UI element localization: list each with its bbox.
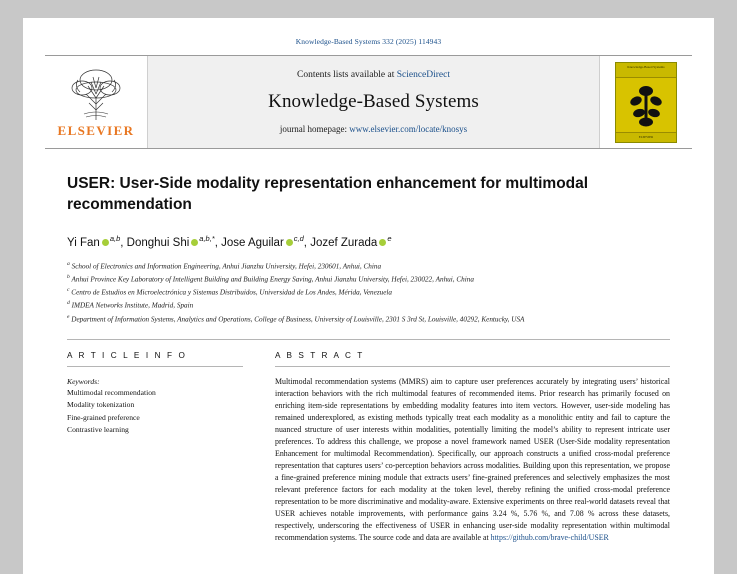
affiliation-item [67, 313, 670, 326]
article-info-heading: A R T I C L E I N F O [67, 351, 187, 360]
cover-footer: ELSEVIER [616, 132, 676, 142]
publisher-wordmark: ELSEVIER [57, 122, 135, 138]
author-entry: Donghui Shi $^{a,b,*}$, [126, 233, 222, 249]
contents-line [297, 70, 450, 80]
article-info-column [67, 351, 243, 544]
affiliation-text: Department of Information Systems, Analytics and Operations, College of Business, University of Louisville, 2301 S 3rd St, Louisville, 40292, Kentucky, USA [71, 315, 525, 324]
keyword-item: Contrastive learning [67, 424, 129, 434]
affiliation-item [67, 286, 670, 299]
affiliation-mark: a [67, 260, 70, 267]
affiliation-mark: c [67, 287, 70, 294]
contents-prefix: Contents lists available at [296, 70, 395, 80]
cover-band-title: Knowledge-Based Systems [616, 63, 676, 78]
affiliation-item [67, 273, 670, 286]
paper-page [23, 18, 714, 574]
page-title: USER: User-Side modality representation enhancement for multimodal recommendation [67, 175, 589, 213]
info-abstract-columns [67, 351, 670, 544]
title-area [67, 149, 670, 326]
publisher-logo [45, 56, 148, 148]
author-affiliation-marks: e [387, 233, 392, 243]
affiliation-text: Centro de Estudios en Microelectrónica y Sistemas Distribuidos, Universidad de Los Andes, Mérida, Venezuela [71, 288, 393, 297]
journal-homepage-link[interactable]: www.elsevier.com/locate/knosys [349, 124, 468, 134]
masthead-center [148, 56, 599, 148]
article-info-rule [67, 366, 243, 367]
orcid-icon[interactable] [191, 239, 198, 246]
keyword-item: Fine-grained preference [67, 412, 140, 422]
affiliation-mark: e [67, 313, 70, 320]
affiliation-text: Anhui Province Key Laboratory of Intelligent Building and Building Energy Saving, Anhui Jianzhu University, Hefei, 230022, Anhui, China [71, 275, 474, 284]
author-affiliation-marks: a,b,* [199, 233, 215, 243]
abstract-column [275, 351, 670, 544]
abstract-heading: A B S T R A C T [275, 351, 365, 360]
author-name: Jozef Zurada [310, 236, 378, 249]
abstract-text [275, 376, 670, 544]
journal-masthead [45, 55, 692, 149]
abstract-rule [275, 366, 670, 367]
homepage-prefix: journal homepage: [279, 124, 348, 134]
keywords-list [67, 387, 243, 436]
section-divider [67, 339, 670, 340]
cover-image [615, 62, 677, 143]
author-entry: Jose Aguilar $^{c,d}$, [221, 233, 311, 249]
abstract-paragraph: Multimodal recommendation systems (MMRS) aim to capture user preferences accurately by integrating users’ historical interaction behaviors with the rich multimodal features of recommended items. Prior research has primarily focused on enriching item-side representations by embedding modality features into item vectors. However, user-side modeling has remained underexplored, as existing methods typically treat each modality as a monolithic entity and fail to capture the nuanced structure of user interests within modalities, potentially limiting the model’s ability to represent intricate user preferences. To address this challenge, we propose a novel framework named USER (User-Side modality representation Enhancement for multimodal Recommendation). Specifically, our approach constructs a unified cross-modal preference representation that captures users’ co-perception behaviors across modalities. Building upon this representation, we propose a fine-grained preference mining module that extracts users’ fine-grained preferences and selectively emphasizes the most relevant preference factors for each modality at the token level, thereby refining the unified cross-modal preference representation to be more discriminative and modality-aware. Extensive experiments on three real-world datasets reveal that USER achieves notable improvements, with performance gains 3.24 %, 5.76 %, and 7.08 % across these datasets, respectively, underscoring the effectiveness of USER in enhancing user-side modality representation within multimodal recommendation systems. The source code and data are available at [275, 377, 670, 543]
author-entry: Yi Fan $^{a,b}$, [67, 233, 127, 249]
running-head: Knowledge-Based Systems 332 (2025) 114943 [295, 37, 442, 46]
homepage-line [280, 124, 467, 134]
keyword-item: Modality tokenization [67, 400, 135, 410]
author-name: Yi Fan [67, 236, 100, 249]
author-list [67, 234, 670, 249]
cover-artwork [616, 78, 676, 132]
affiliation-text: School of Electronics and Information Engineering, Anhui Jianzhu University, Hefei, 230601, Anhui, China [71, 262, 382, 271]
affiliation-text: IMDEA Networks Institute, Madrid, Spain [71, 301, 194, 310]
affiliation-item [67, 299, 670, 312]
keywords-label: Keywords: [67, 377, 100, 386]
source-code-link[interactable]: https://github.com/brave-child/USER [490, 533, 609, 543]
orcid-icon[interactable] [379, 239, 386, 246]
author-entry [310, 233, 392, 249]
affiliation-mark: b [67, 273, 70, 280]
cover-abstract-icon [624, 81, 668, 129]
journal-cover-thumbnail [599, 56, 692, 148]
orcid-icon[interactable] [286, 239, 293, 246]
orcid-icon[interactable] [102, 239, 109, 246]
affiliation-list [67, 260, 670, 326]
author-affiliation-marks: c,d [293, 233, 304, 243]
affiliation-item [67, 260, 670, 273]
journal-title: Knowledge-Based Systems [268, 91, 479, 112]
sciencedirect-link[interactable]: ScienceDirect [396, 70, 450, 80]
elsevier-tree-icon [60, 64, 132, 122]
author-name: Donghui Shi [126, 236, 190, 249]
keyword-item: Multimodal recommendation [67, 388, 156, 397]
author-name: Jose Aguilar [221, 236, 284, 249]
author-affiliation-marks: a,b [109, 233, 121, 243]
affiliation-mark: d [67, 300, 70, 307]
